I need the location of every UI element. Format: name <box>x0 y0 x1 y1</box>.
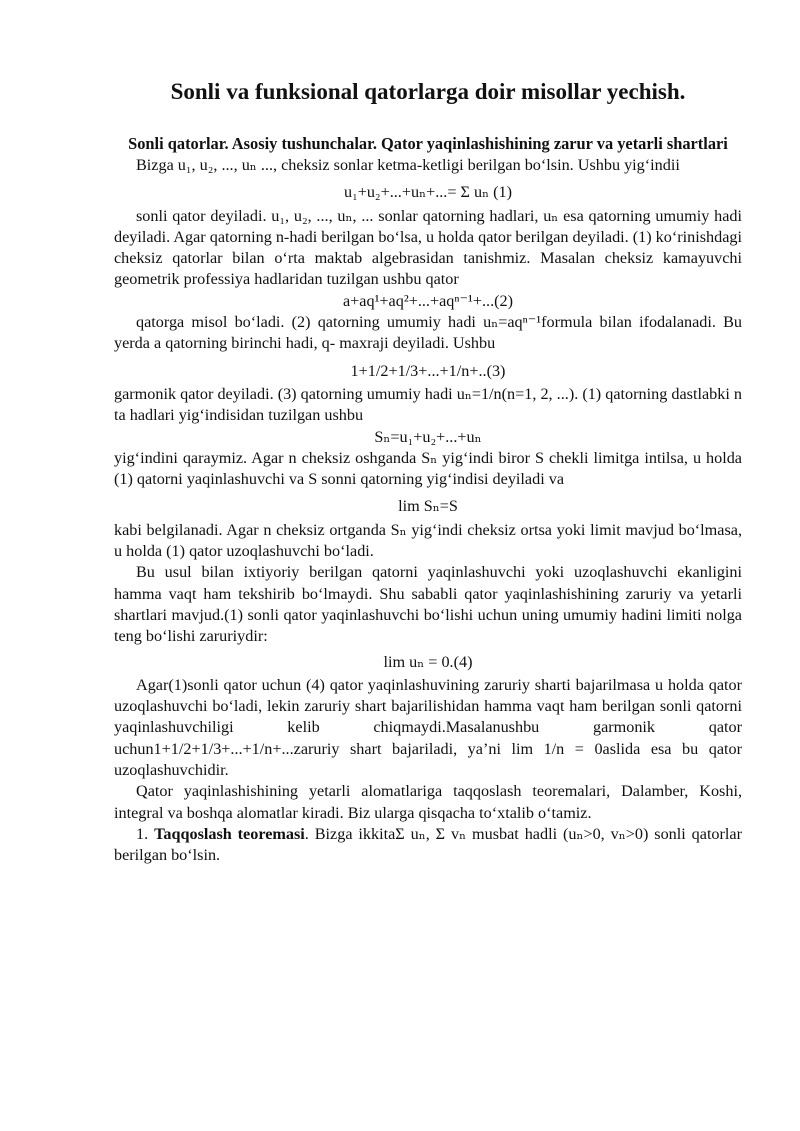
paragraph-10 <box>114 824 742 867</box>
formula-4: Sₙ=u₁+u₂+...+uₙ <box>374 427 482 446</box>
paragraph-3: qatorga misol bo‘ladi. (2) qatorning umumiy hadi uₙ=aqⁿ⁻¹formula bilan ifodalanadi. Bu yerda a qatorning birinchi hadi, q- maxraji deyiladi. Ushbu <box>114 313 742 353</box>
paragraph-9: Qator yaqinlashishining yetarli alomatlariga taqqoslash teoremalari, Dalamber, Koshi, integral va boshqa alomatlar kiradi. Biz ularga qisqacha to‘xtalib o‘tamiz. <box>114 782 742 822</box>
formula-1: u₁+u₂+...+uₙ+...= Σ uₙ (1) <box>343 183 513 202</box>
list-number: 1. <box>136 824 149 843</box>
paragraph-1: Bizga u₁, u₂, ..., uₙ ..., cheksiz sonlar ketma-ketligi berilgan bo‘lsin. Ushbu yig‘indii <box>136 156 680 174</box>
paragraph-5: yig‘indini qaraymiz. Agar n cheksiz oshganda Sₙ yig‘indi biror S chekli limitga intilsa, u holda (1) qatorni yaqinlashuvchi va S sonni qatorning yig‘indisi deyiladi va <box>114 448 742 489</box>
paragraph-4: garmonik qator deyiladi. (3) qatorning umumiy hadi uₙ=1/n(n=1, 2, ...). (1) qatorning dastlabki n ta hadlari yig‘indisidan tuzilgan ushbu <box>114 384 742 425</box>
document-title: Sonli va funksional qatorlarga doir misollar yechish. <box>170 79 686 104</box>
paragraph-8: Agar(1)sonli qator uchun (4) qator yaqinlashuvining zaruriy sharti bajarilmasa u holda qator uzoqlashuvchi bo‘ladi, lekin zaruriy shart bajarilishidan hamma vaqt ham berilgan sonli qatorni yaqinlashuvchiligi kelib chiqmaydi.Masalanushbu garmonik qator uchun1+1/2+1/3+...+1/n+...zaruriy shart bajariladi, ya’ni lim 1/n = 0aslida esa bu qator uzoqlashuvchidir. <box>114 675 742 780</box>
section-heading: Sonli qatorlar. Asosiy tushunchalar. Qator yaqinlashishining zarur va yetarli shartlari <box>128 134 728 153</box>
paragraph-6: kabi belgilanadi. Agar n cheksiz ortganda Sₙ yig‘indi cheksiz ortsa yoki limit mavjud bo‘lmasa, u holda (1) qator uzoqlashuvchi bo‘ladi. <box>114 520 742 561</box>
paragraph-2: sonli qator deyiladi. u₁, u₂, ..., uₙ, ... sonlar qatorning hadlari, uₙ esa qatorning umumiy hadi deyiladi. Agar qatorning n-hadi berilgan bo‘lsa, u holda qator berilgan deyiladi. (1) ko‘rinishdagi cheksiz qatorlar bilan o‘rta maktab algebrasidan tanishmiz. Masalan cheksiz kamayuvchi geometrik professiya hadlaridan tuzilgan ushbu qator <box>114 206 742 289</box>
formula-2: a+aq¹+aq²+...+aqⁿ⁻¹+...(2) <box>342 291 514 310</box>
paragraph-7: Bu usul bilan ixtiyoriy berilgan qatorni yaqinlashuvchi yoki uzoqlashuvchi ekanligini hamma vaqt ham tekshirib bo‘lmaydi. Shu sababli qator yaqinlashishining zaruriy va yetarli shartlari mavjud.(1) sonli qator yaqinlashuvchi bo‘lishi uchun uning umumiy hadini limiti nolga teng bo‘lishi zaruriydir: <box>114 563 742 646</box>
paragraph-10-text: . Bizga ikkitaΣ uₙ, Σ vₙ musbat hadli (uₙ>0, vₙ>0) sonli qatorlar berilgan bo‘lsin. <box>114 824 742 865</box>
formula-5: lim Sₙ=S <box>398 497 458 516</box>
formula-6: lim uₙ = 0.(4) <box>383 652 473 671</box>
formula-3: 1+1/2+1/3+...+1/n+..(3) <box>350 361 506 380</box>
theorem-name: Taqqoslash teoremasi <box>154 824 305 843</box>
